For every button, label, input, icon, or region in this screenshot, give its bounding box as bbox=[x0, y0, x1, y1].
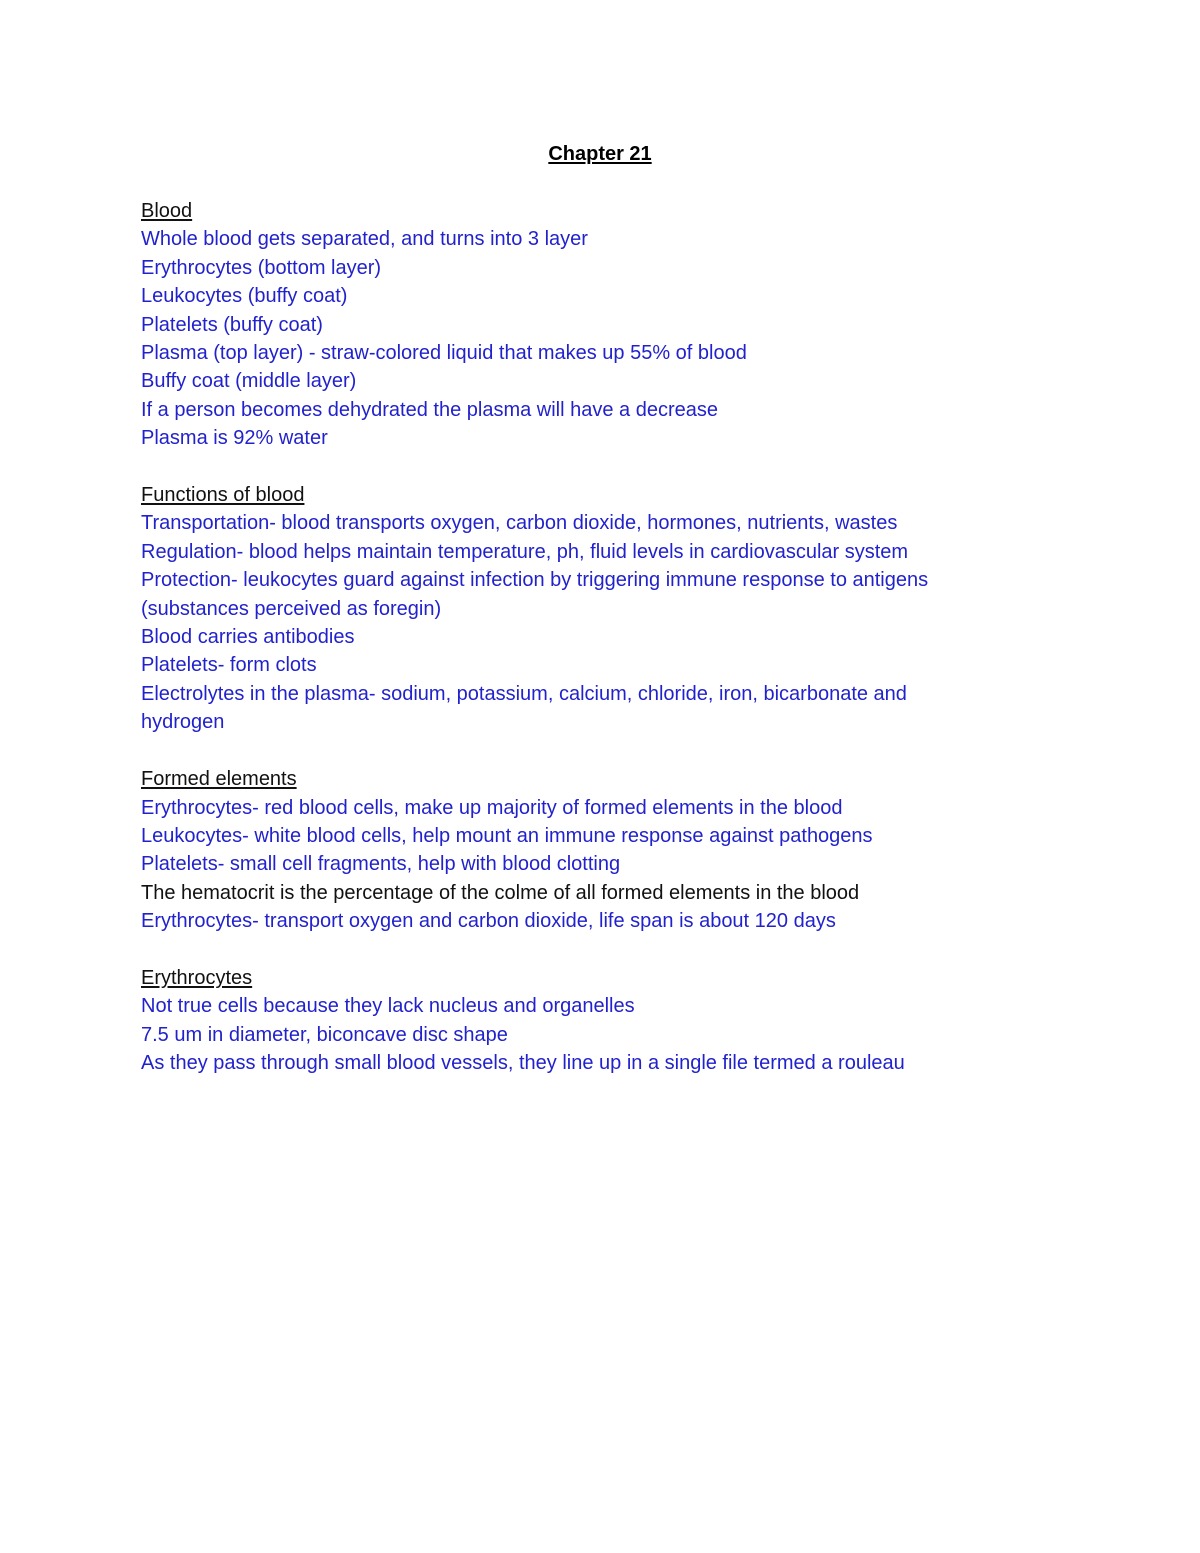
note-line: 7.5 um in diameter, biconcave disc shape bbox=[141, 1023, 508, 1046]
note-line: Transportation- blood transports oxygen, carbon dioxide, hormones, nutrients, wastes bbox=[141, 512, 898, 535]
section-formed-elements bbox=[141, 765, 1041, 935]
note-line: Buffy coat (middle layer) bbox=[141, 370, 357, 393]
note-line: Whole blood gets separated, and turns into 3 layer bbox=[141, 228, 588, 251]
section-heading: Blood bbox=[141, 200, 193, 222]
note-line: As they pass through small blood vessels, they line up in a single file termed a rouleau bbox=[141, 1052, 905, 1075]
note-line: The hematocrit is the percentage of the colme of all formed elements in the blood bbox=[141, 881, 860, 904]
note-line: Protection- leukocytes guard against infection by triggering immune response to antigens bbox=[141, 569, 929, 592]
section-blood bbox=[141, 197, 1041, 453]
section-erythrocytes bbox=[141, 964, 1041, 1078]
note-line: Leukocytes (buffy coat) bbox=[141, 285, 348, 308]
note-line: (substances perceived as foregin) bbox=[141, 597, 442, 620]
note-line: Electrolytes in the plasma- sodium, potassium, calcium, chloride, iron, bicarbonate and bbox=[141, 682, 907, 705]
note-line: Platelets- form clots bbox=[141, 654, 317, 677]
section-heading: Erythrocytes bbox=[141, 966, 253, 989]
note-line: Blood carries antibodies bbox=[141, 626, 355, 649]
note-line: Plasma is 92% water bbox=[141, 427, 328, 450]
note-line: Erythrocytes- red blood cells, make up majority of formed elements in the blood bbox=[141, 796, 843, 819]
note-line: If a person becomes dehydrated the plasma will have a decrease bbox=[141, 398, 719, 421]
page-title: Chapter 21 bbox=[548, 143, 652, 165]
note-line: Not true cells because they lack nucleus and organelles bbox=[141, 995, 635, 1018]
note-line: Regulation- blood helps maintain temperature, ph, fluid levels in cardiovascular system bbox=[141, 540, 909, 563]
section-heading: Formed elements bbox=[141, 768, 297, 791]
note-line: hydrogen bbox=[141, 711, 225, 734]
document-body bbox=[141, 197, 1041, 1106]
note-line: Platelets (buffy coat) bbox=[141, 313, 323, 336]
section-heading: Functions of blood bbox=[141, 484, 305, 507]
section-functions-of-blood bbox=[141, 481, 1041, 737]
note-line: Platelets- small cell fragments, help with blood clotting bbox=[141, 853, 621, 876]
page-title-wrapper bbox=[0, 141, 1200, 167]
note-line: Erythrocytes (bottom layer) bbox=[141, 256, 382, 279]
note-line: Plasma (top layer) - straw-colored liquid that makes up 55% of blood bbox=[141, 342, 747, 365]
note-line: Erythrocytes- transport oxygen and carbon dioxide, life span is about 120 days bbox=[141, 910, 836, 933]
note-line: Leukocytes- white blood cells, help mount an immune response against pathogens bbox=[141, 824, 873, 847]
